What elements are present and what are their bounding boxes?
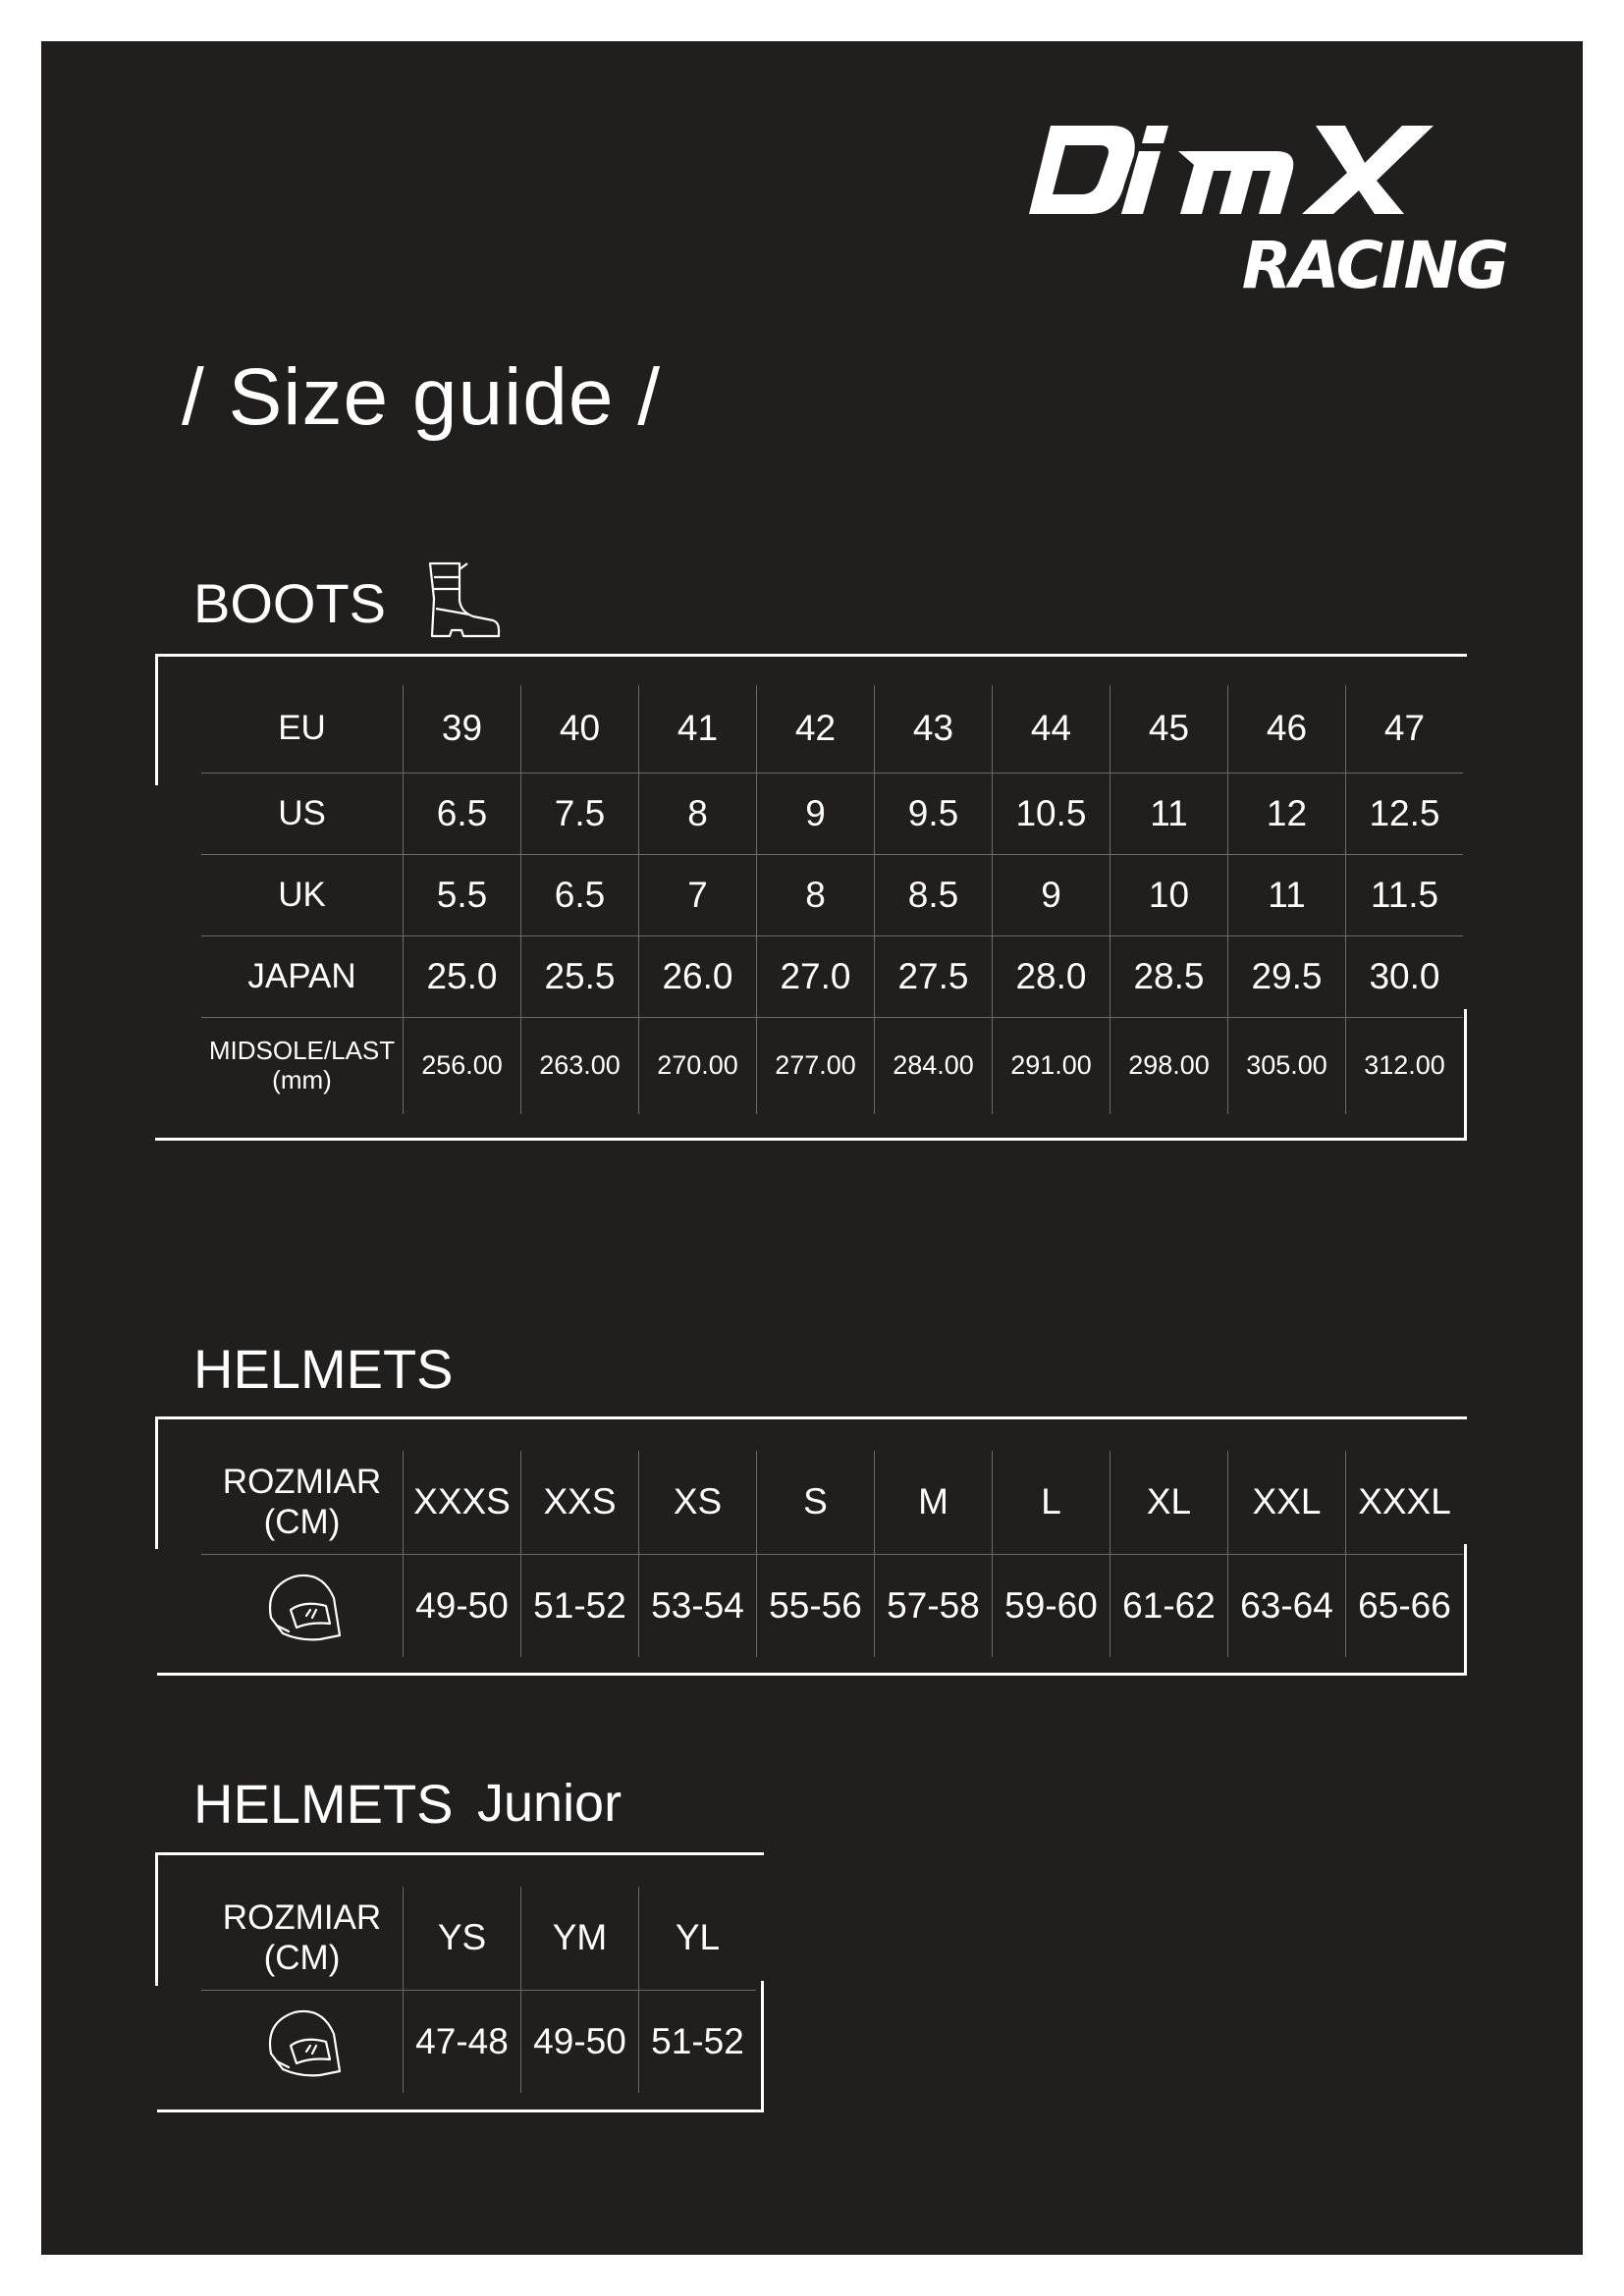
- boots-cell: 41: [638, 685, 756, 774]
- helmet-cm: 57-58: [874, 1555, 992, 1657]
- helmets-heading: HELMETS: [193, 1338, 454, 1400]
- boots-cell: 9.5: [874, 774, 992, 855]
- junior-size: YS: [403, 1887, 520, 1991]
- helmet-icon-cell: [201, 1555, 403, 1657]
- boots-table: [201, 685, 1463, 1114]
- helmet-cm: 49-50: [403, 1555, 520, 1657]
- helmets-frame-top: [155, 1416, 1467, 1419]
- helmet-size: L: [992, 1451, 1110, 1555]
- boots-cell: 39: [403, 685, 520, 774]
- boots-cell: 47: [1345, 685, 1463, 774]
- boots-cell: 46: [1227, 685, 1345, 774]
- midsole-unit: (mm): [272, 1065, 332, 1095]
- size-label: ROZMIAR: [222, 1463, 382, 1502]
- junior-frame-left: [155, 1852, 158, 1986]
- junior-frame-bottom: [157, 2109, 764, 2112]
- junior-size: YM: [520, 1887, 638, 1991]
- boots-row-label: JAPAN: [201, 936, 403, 1018]
- boots-cell: 312.00: [1345, 1018, 1463, 1114]
- size-label: ROZMIAR: [222, 1898, 382, 1938]
- helmet-cm: 51-52: [520, 1555, 638, 1657]
- boots-cell: 42: [756, 685, 874, 774]
- boots-cell: 291.00: [992, 1018, 1110, 1114]
- logo-tagline: RACING: [1241, 228, 1507, 293]
- junior-size: YL: [638, 1887, 756, 1991]
- boots-cell: 305.00: [1227, 1018, 1345, 1114]
- boots-cell: 43: [874, 685, 992, 774]
- helmet-size: XXXL: [1345, 1451, 1463, 1555]
- boots-cell: 5.5: [403, 855, 520, 936]
- helmets-junior-subheading: Junior: [477, 1774, 623, 1833]
- page-title: / Size guide /: [182, 352, 662, 442]
- boots-frame-top: [155, 654, 1467, 657]
- helmet-cm: 53-54: [638, 1555, 756, 1657]
- imx-racing-logo: [1021, 116, 1522, 293]
- boot-icon: [424, 560, 503, 640]
- helmet-cm: 65-66: [1345, 1555, 1463, 1657]
- boots-cell: 28.5: [1110, 936, 1227, 1018]
- boots-cell: 44: [992, 685, 1110, 774]
- boots-cell: 25.0: [403, 936, 520, 1018]
- boots-cell: 27.0: [756, 936, 874, 1018]
- midsole-label: MIDSOLE/LAST: [208, 1036, 396, 1066]
- junior-cm: 49-50: [520, 1991, 638, 2093]
- boots-cell: 11: [1110, 774, 1227, 855]
- boots-cell: 27.5: [874, 936, 992, 1018]
- boots-cell: 40: [520, 685, 638, 774]
- boots-row-label: UK: [201, 855, 403, 936]
- boots-cell: 270.00: [638, 1018, 756, 1114]
- helmet-icon: [261, 2002, 344, 2081]
- helmets-junior-table: [201, 1887, 756, 2093]
- boots-heading: BOOTS: [193, 572, 387, 634]
- boots-cell: 11: [1227, 855, 1345, 936]
- helmet-size: XXS: [520, 1451, 638, 1555]
- helmet-size: XL: [1110, 1451, 1227, 1555]
- boots-cell: 8: [756, 855, 874, 936]
- helmet-icon-cell: [201, 1991, 403, 2093]
- boots-row-label-midsole: [201, 1018, 403, 1114]
- helmet-size: XXXS: [403, 1451, 520, 1555]
- helmets-frame-right: [1464, 1544, 1467, 1676]
- junior-cm: 51-52: [638, 1991, 756, 2093]
- boots-cell: 9: [756, 774, 874, 855]
- boots-cell: 25.5: [520, 936, 638, 1018]
- boots-cell: 30.0: [1345, 936, 1463, 1018]
- helmets-table: [201, 1451, 1463, 1657]
- boots-frame-left: [155, 654, 158, 785]
- boots-cell: 298.00: [1110, 1018, 1227, 1114]
- junior-frame-top: [155, 1852, 764, 1855]
- boots-cell: 11.5: [1345, 855, 1463, 936]
- helmet-cm: 61-62: [1110, 1555, 1227, 1657]
- helmets-size-label: [201, 1451, 403, 1555]
- boots-frame-right: [1464, 1009, 1467, 1141]
- helmets-frame-bottom: [157, 1673, 1467, 1676]
- boots-cell: 26.0: [638, 936, 756, 1018]
- helmet-size: S: [756, 1451, 874, 1555]
- boots-frame-bottom: [155, 1138, 1467, 1141]
- boots-row-label: US: [201, 774, 403, 855]
- helmet-cm: 59-60: [992, 1555, 1110, 1657]
- boots-cell: 263.00: [520, 1018, 638, 1114]
- boots-cell: 12.5: [1345, 774, 1463, 855]
- junior-frame-right: [761, 1981, 764, 2112]
- boots-row-label: EU: [201, 685, 403, 774]
- helmet-size: XXL: [1227, 1451, 1345, 1555]
- boots-cell: 9: [992, 855, 1110, 936]
- helmets-junior-heading: HELMETS: [193, 1773, 454, 1835]
- boots-cell: 284.00: [874, 1018, 992, 1114]
- boots-cell: 6.5: [520, 855, 638, 936]
- helmet-cm: 55-56: [756, 1555, 874, 1657]
- size-unit: (CM): [263, 1502, 341, 1541]
- boots-cell: 29.5: [1227, 936, 1345, 1018]
- boots-cell: 6.5: [403, 774, 520, 855]
- boots-cell: 28.0: [992, 936, 1110, 1018]
- helmet-icon: [261, 1567, 344, 1645]
- junior-cm: 47-48: [403, 1991, 520, 2093]
- boots-cell: 256.00: [403, 1018, 520, 1114]
- boots-cell: 10.5: [992, 774, 1110, 855]
- helmet-size: XS: [638, 1451, 756, 1555]
- boots-cell: 8.5: [874, 855, 992, 936]
- boots-cell: 45: [1110, 685, 1227, 774]
- junior-size-label: [201, 1887, 403, 1991]
- helmet-cm: 63-64: [1227, 1555, 1345, 1657]
- boots-cell: 277.00: [756, 1018, 874, 1114]
- boots-cell: 7.5: [520, 774, 638, 855]
- helmets-frame-left: [155, 1416, 158, 1549]
- boots-cell: 10: [1110, 855, 1227, 936]
- helmet-size: M: [874, 1451, 992, 1555]
- boots-cell: 8: [638, 774, 756, 855]
- boots-cell: 12: [1227, 774, 1345, 855]
- size-unit: (CM): [263, 1938, 341, 1977]
- boots-cell: 7: [638, 855, 756, 936]
